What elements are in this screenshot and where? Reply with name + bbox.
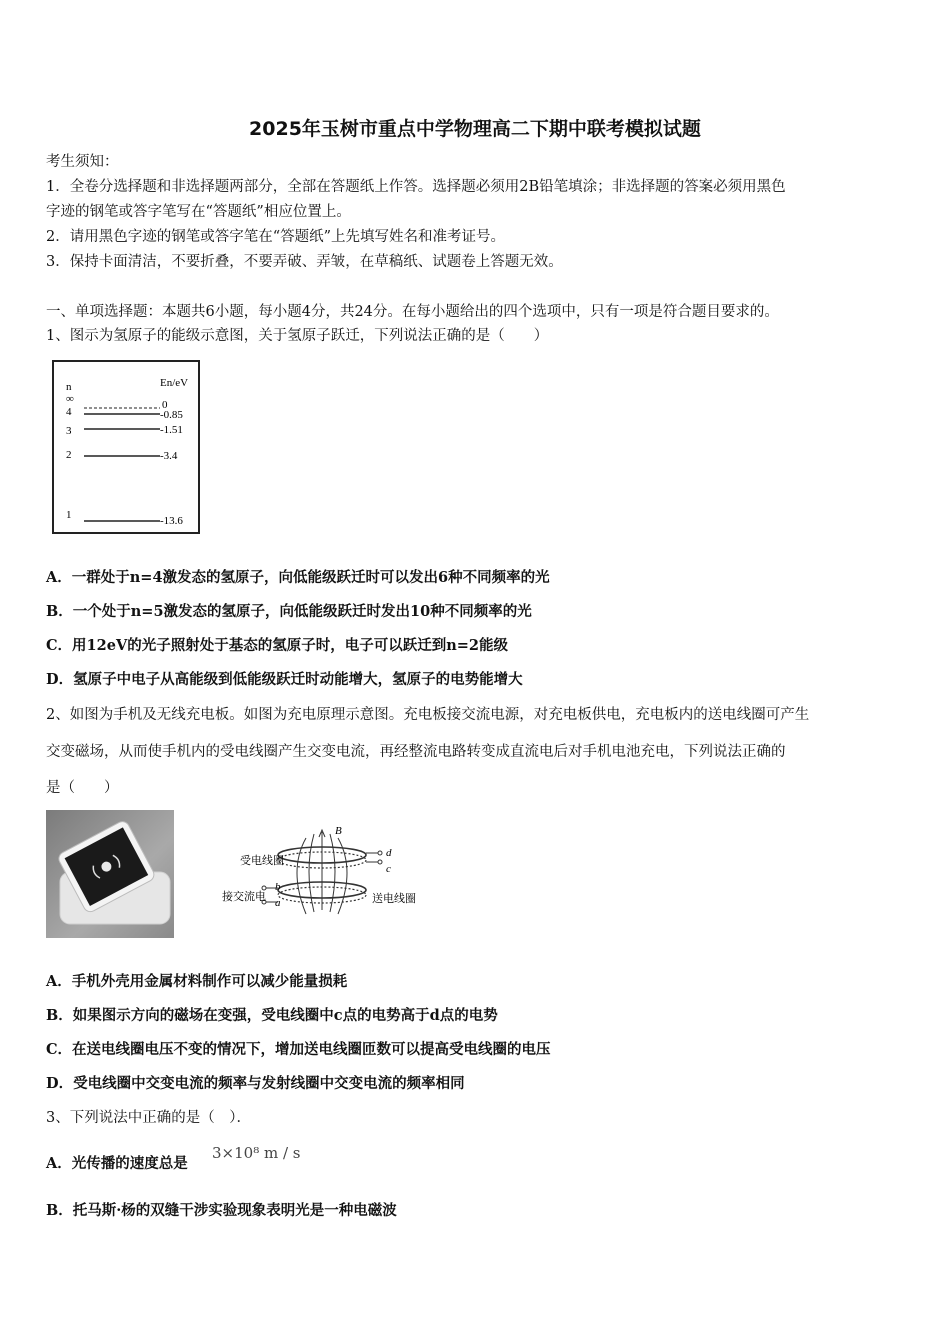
notice-line-1: 1．全卷分选择题和非选择题两部分，全部在答题纸上作答。选择题必须用2B铅笔填涂；非选择题的答案必须用黑色: [46, 179, 786, 195]
q3-option-b: B．托马斯·杨的双缝干涉实验现象表明光是一种电磁波: [46, 1202, 397, 1219]
level-e-1: -13.6: [160, 515, 183, 527]
page-title: 2025年玉树市重点中学物理高二下期中联考模拟试题: [249, 118, 701, 140]
field-lines: [297, 832, 347, 914]
ac-input-label: 接交流电: [222, 891, 266, 903]
q2-option-c: C．在送电线圈电压不变的情况下，增加送电线圈匝数可以提高受电线圈的电压: [46, 1041, 551, 1058]
b-field-label: B: [335, 825, 342, 837]
energy-axis-label: En/eV: [160, 377, 189, 389]
n-axis-label: n: [66, 381, 72, 393]
phone-illustration: [46, 810, 174, 938]
q2-stem-line-3: 是（ ）: [46, 780, 119, 796]
q1-option-a: A．一群处于n=4激发态的氢原子，向低能级跃迁时可以发出6种不同频率的光: [46, 569, 550, 586]
section-heading: 一、单项选择题：本题共6小题，每小题4分，共24分。在每小题给出的四个选项中，只有一项是符合题目要求的。: [46, 304, 779, 320]
terminal-b: b: [275, 881, 281, 893]
q3-stem: 3、下列说法中正确的是（ ）．: [46, 1110, 251, 1126]
q1-option-c: C．用12eV的光子照射处于基态的氢原子时，电子可以跃迁到n=2能级: [46, 637, 508, 654]
q1-option-d: D．氢原子中电子从高能级到低能级跃迁时动能增大，氢原子的电势能增大: [46, 671, 523, 688]
notice-line-1-cont: 字迹的钢笔或答字笔写在“答题纸”相应位置上。: [46, 204, 351, 220]
q3-option-a: A．光传播的速度总是: [46, 1155, 188, 1172]
q2-stem-line-1: 2、如图为手机及无线充电板。如图为充电原理示意图。充电板接交流电源，对充电板供电，充电板内的送电线圈可产生: [46, 707, 810, 723]
energy-level-svg: [54, 362, 198, 532]
energy-level-diagram: [52, 360, 200, 534]
q2-option-a: A．手机外壳用金属材料制作可以减少能量损耗: [46, 973, 348, 990]
speed-formula: 3×10⁸ m / s: [212, 1144, 301, 1162]
q1-option-b: B．一个处于n=5激发态的氢原子，向低能级跃迁时发出10种不同频率的光: [46, 603, 532, 620]
q2-stem-line-2: 交变磁场，从而使手机内的受电线圈产生交变电流，再经整流电路转变成直流电后对手机电池充电，下列说法正确的: [46, 744, 786, 760]
level-e-inf: 0: [162, 399, 168, 411]
level-e-4: -0.85: [160, 409, 183, 421]
notice-heading: 考生须知：: [46, 154, 119, 170]
level-n-2: 2: [66, 449, 72, 461]
q2-option-b: B．如果图示方向的磁场在变强，受电线圈中c点的电势高于d点的电势: [46, 1007, 498, 1024]
send-coil-label: 送电线圈: [372, 893, 416, 905]
notice-line-2: 2．请用黑色字迹的钢笔或答字笔在“答题纸”上先填写姓名和准考证号。: [46, 229, 506, 245]
level-n-4: 4: [66, 406, 72, 418]
coil-diagram: [218, 820, 433, 920]
level-n-3: 3: [66, 425, 72, 437]
level-n-1: 1: [66, 509, 72, 521]
phone-charger-photo: [46, 810, 174, 938]
terminal-c: c: [386, 863, 391, 875]
level-n-inf: ∞: [66, 393, 74, 405]
receive-coil-label: 受电线圈: [240, 855, 284, 867]
terminal-d: d: [386, 847, 392, 859]
q2-option-d: D．受电线圈中交变电流的频率与发射线圈中交变电流的频率相同: [46, 1075, 465, 1092]
terminal-a: a: [275, 897, 281, 909]
level-e-3: -1.51: [160, 424, 183, 436]
level-e-2: -3.4: [160, 450, 178, 462]
notice-line-3: 3．保持卡面清洁，不要折叠，不要弄破、弄皱，在草稿纸、试题卷上答题无效。: [46, 254, 563, 270]
q1-stem: 1、图示为氢原子的能级示意图，关于氢原子跃迁，下列说法正确的是（ ）: [46, 328, 549, 344]
